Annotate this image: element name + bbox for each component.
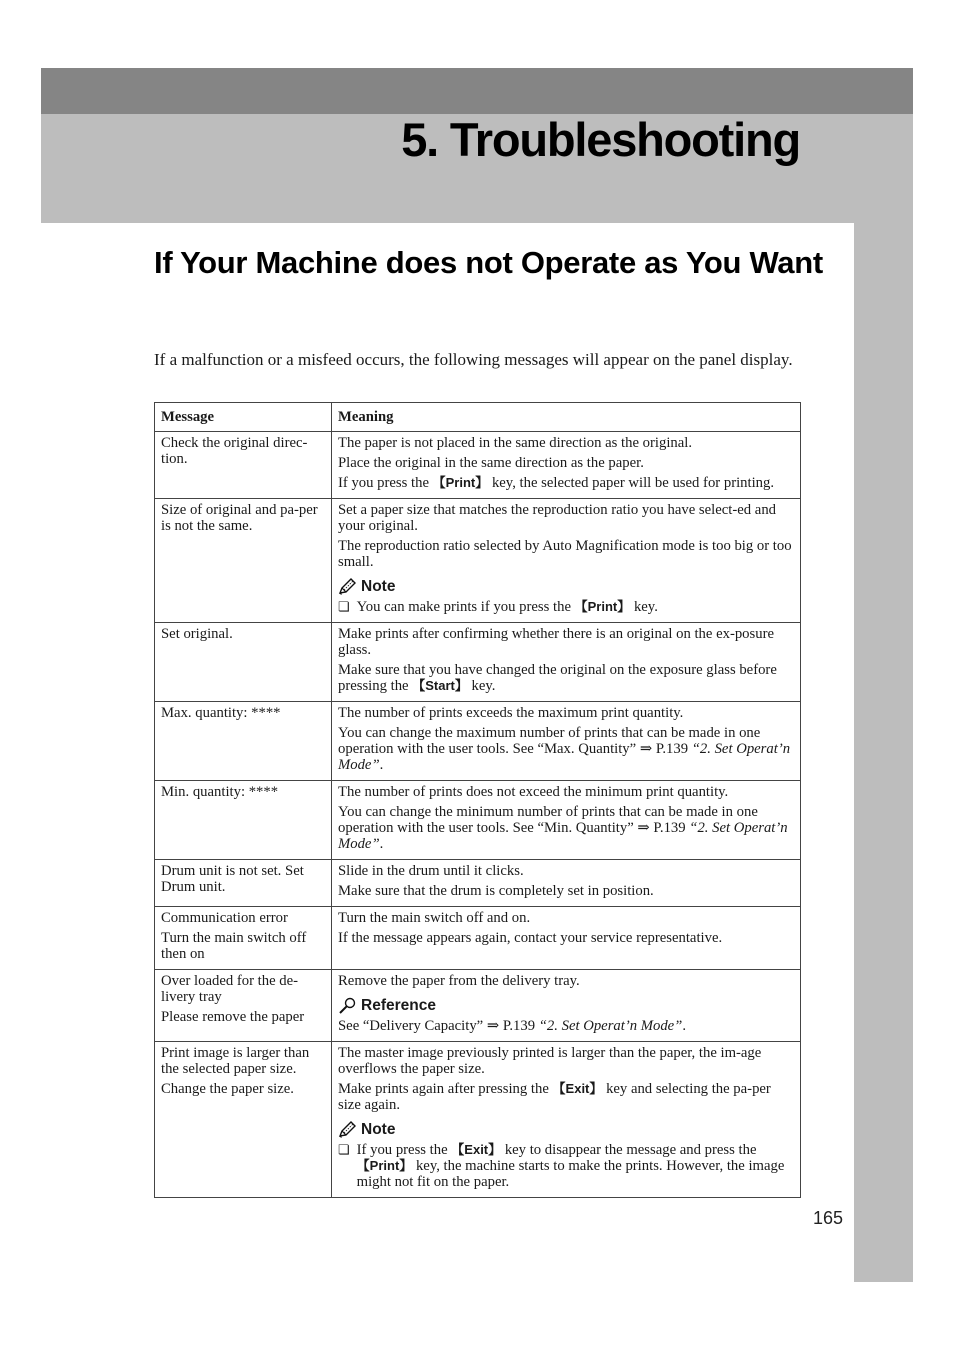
note-item (338, 599, 794, 615)
meaning-cell (332, 781, 801, 860)
message-text: Turn the main switch off then on (161, 930, 307, 962)
meaning-text: Make sure that you have changed the original on the exposure glass before pressing the 【Start】 key. (338, 662, 777, 694)
reference-text: See “Delivery Capacity” ⇒ P.139 “2. Set Operat’n Mode”. (338, 1018, 687, 1034)
table-row (155, 623, 801, 702)
section-title: If Your Machine does not Operate as You Want (154, 245, 823, 280)
table-row (155, 907, 801, 970)
meaning-text: The paper is not placed in the same direction as the original. (338, 435, 693, 451)
message-text: Over loaded for the de-livery tray (161, 973, 299, 1005)
meaning-text: Make prints again after pressing the 【Exit】 key and selecting the pa-per size again. (338, 1081, 771, 1113)
chapter-band-dark (41, 68, 913, 114)
meaning-text: If you press the 【Print】 key, the selected paper will be used for printing. (338, 475, 775, 491)
table-row (155, 499, 801, 623)
header-meaning: Meaning (332, 403, 801, 432)
key-label: 【Print】 (356, 1158, 413, 1173)
meaning-cell (332, 970, 801, 1042)
message-text: Size of original and pa-per is not the same. (161, 502, 318, 534)
meaning-cell (332, 1042, 801, 1198)
italic-ref: “2. Set Operat’n Mode” (338, 741, 791, 773)
meaning-cell (332, 432, 801, 499)
note-item (338, 1142, 794, 1190)
note-heading (338, 578, 794, 596)
message-text: Check the original direc-tion. (161, 435, 308, 467)
message-cell (155, 499, 332, 623)
table-header-row (155, 403, 801, 432)
table-row (155, 702, 801, 781)
meaning-text: The number of prints exceeds the maximum print quantity. (338, 705, 684, 721)
key-label: 【Start】 (412, 678, 468, 693)
meaning-text: Place the original in the same direction as the paper. (338, 455, 644, 471)
pencil-icon (338, 578, 358, 596)
meaning-text: The number of prints does not exceed the minimum print quantity. (338, 784, 729, 800)
pencil-icon (338, 1121, 358, 1139)
italic-ref: “2. Set Operat’n Mode” (538, 1018, 683, 1034)
message-cell (155, 702, 332, 781)
message-text: Change the paper size. (161, 1081, 294, 1097)
meaning-text: Make sure that the drum is completely set in position. (338, 883, 654, 899)
meaning-text: Set a paper size that matches the reproduction ratio you have select-ed and your original. (338, 502, 777, 534)
message-text: Drum unit is not set. Set Drum unit. (161, 863, 304, 895)
meaning-text: If you press the 【Exit】 key to disappear the message and press the 【Print】 key, the machine starts to make the prints. However, the image might not fit on the paper. (356, 1142, 785, 1190)
message-cell (155, 432, 332, 499)
message-cell (155, 1042, 332, 1198)
meaning-text: Turn the main switch off and on. (338, 910, 531, 926)
page-number: 165 (813, 1208, 844, 1228)
message-text: Max. quantity: **** (161, 705, 281, 721)
meaning-text: You can change the minimum number of prints that can be made in one operation with the user tools. See “Min. Quantity” ⇒ P.139 “2. Set Operat’n Mode”. (338, 804, 788, 852)
message-table (154, 402, 801, 1198)
meaning-text: The master image previously printed is larger than the paper, the im-age overflows the paper size. (338, 1045, 762, 1077)
message-text: Communication error (161, 910, 288, 926)
meaning-text: The reproduction ratio selected by Auto Magnification mode is too big or too small. (338, 538, 792, 570)
message-text: Print image is larger than the selected paper size. (161, 1045, 310, 1077)
key-label: 【Exit】 (552, 1081, 603, 1096)
message-cell (155, 970, 332, 1042)
table-row (155, 781, 801, 860)
table-row (155, 860, 801, 907)
table-row (155, 970, 801, 1042)
message-text: Please remove the paper (161, 1009, 305, 1025)
meaning-text: Make prints after confirming whether there is an original on the ex-posure glass. (338, 626, 774, 658)
page-edge-tab (854, 223, 913, 1282)
magnifier-icon (338, 997, 358, 1015)
meaning-cell (332, 702, 801, 781)
table-body (155, 432, 801, 1198)
message-cell (155, 860, 332, 907)
meaning-cell (332, 907, 801, 970)
meaning-cell (332, 623, 801, 702)
meaning-cell (332, 499, 801, 623)
note-heading (338, 1121, 794, 1139)
meaning-text: Slide in the drum until it clicks. (338, 863, 524, 879)
message-cell (155, 781, 332, 860)
table-row (155, 432, 801, 499)
message-cell (155, 907, 332, 970)
key-label: 【Print】 (574, 599, 631, 614)
reference-heading (338, 997, 794, 1015)
meaning-text: You can change the maximum number of prints that can be made in one operation with the user tools. See “Max. Quantity” ⇒ P.139 “2. Set Operat’n Mode”. (338, 725, 791, 773)
key-label: 【Exit】 (451, 1142, 502, 1157)
checkbox-icon: ❏ (338, 599, 350, 614)
note-label: Note (361, 578, 396, 595)
header-message: Message (155, 403, 332, 432)
meaning-cell (332, 860, 801, 907)
reference-label: Reference (361, 997, 436, 1014)
table-row (155, 1042, 801, 1198)
italic-ref: “2. Set Operat’n Mode” (338, 820, 788, 852)
meaning-text: You can make prints if you press the 【Print】 key. (356, 599, 658, 615)
meaning-text: Remove the paper from the delivery tray. (338, 973, 580, 989)
message-text: Min. quantity: **** (161, 784, 279, 800)
message-cell (155, 623, 332, 702)
note-label: Note (361, 1121, 396, 1138)
intro-paragraph: If a malfunction or a misfeed occurs, the following messages will appear on the panel display. (154, 350, 793, 369)
chapter-title: 5. Troubleshooting (401, 113, 800, 166)
checkbox-icon: ❏ (338, 1142, 350, 1157)
message-text: Set original. (161, 626, 233, 642)
meaning-text: If the message appears again, contact your service representative. (338, 930, 723, 946)
key-label: 【Print】 (432, 475, 489, 490)
